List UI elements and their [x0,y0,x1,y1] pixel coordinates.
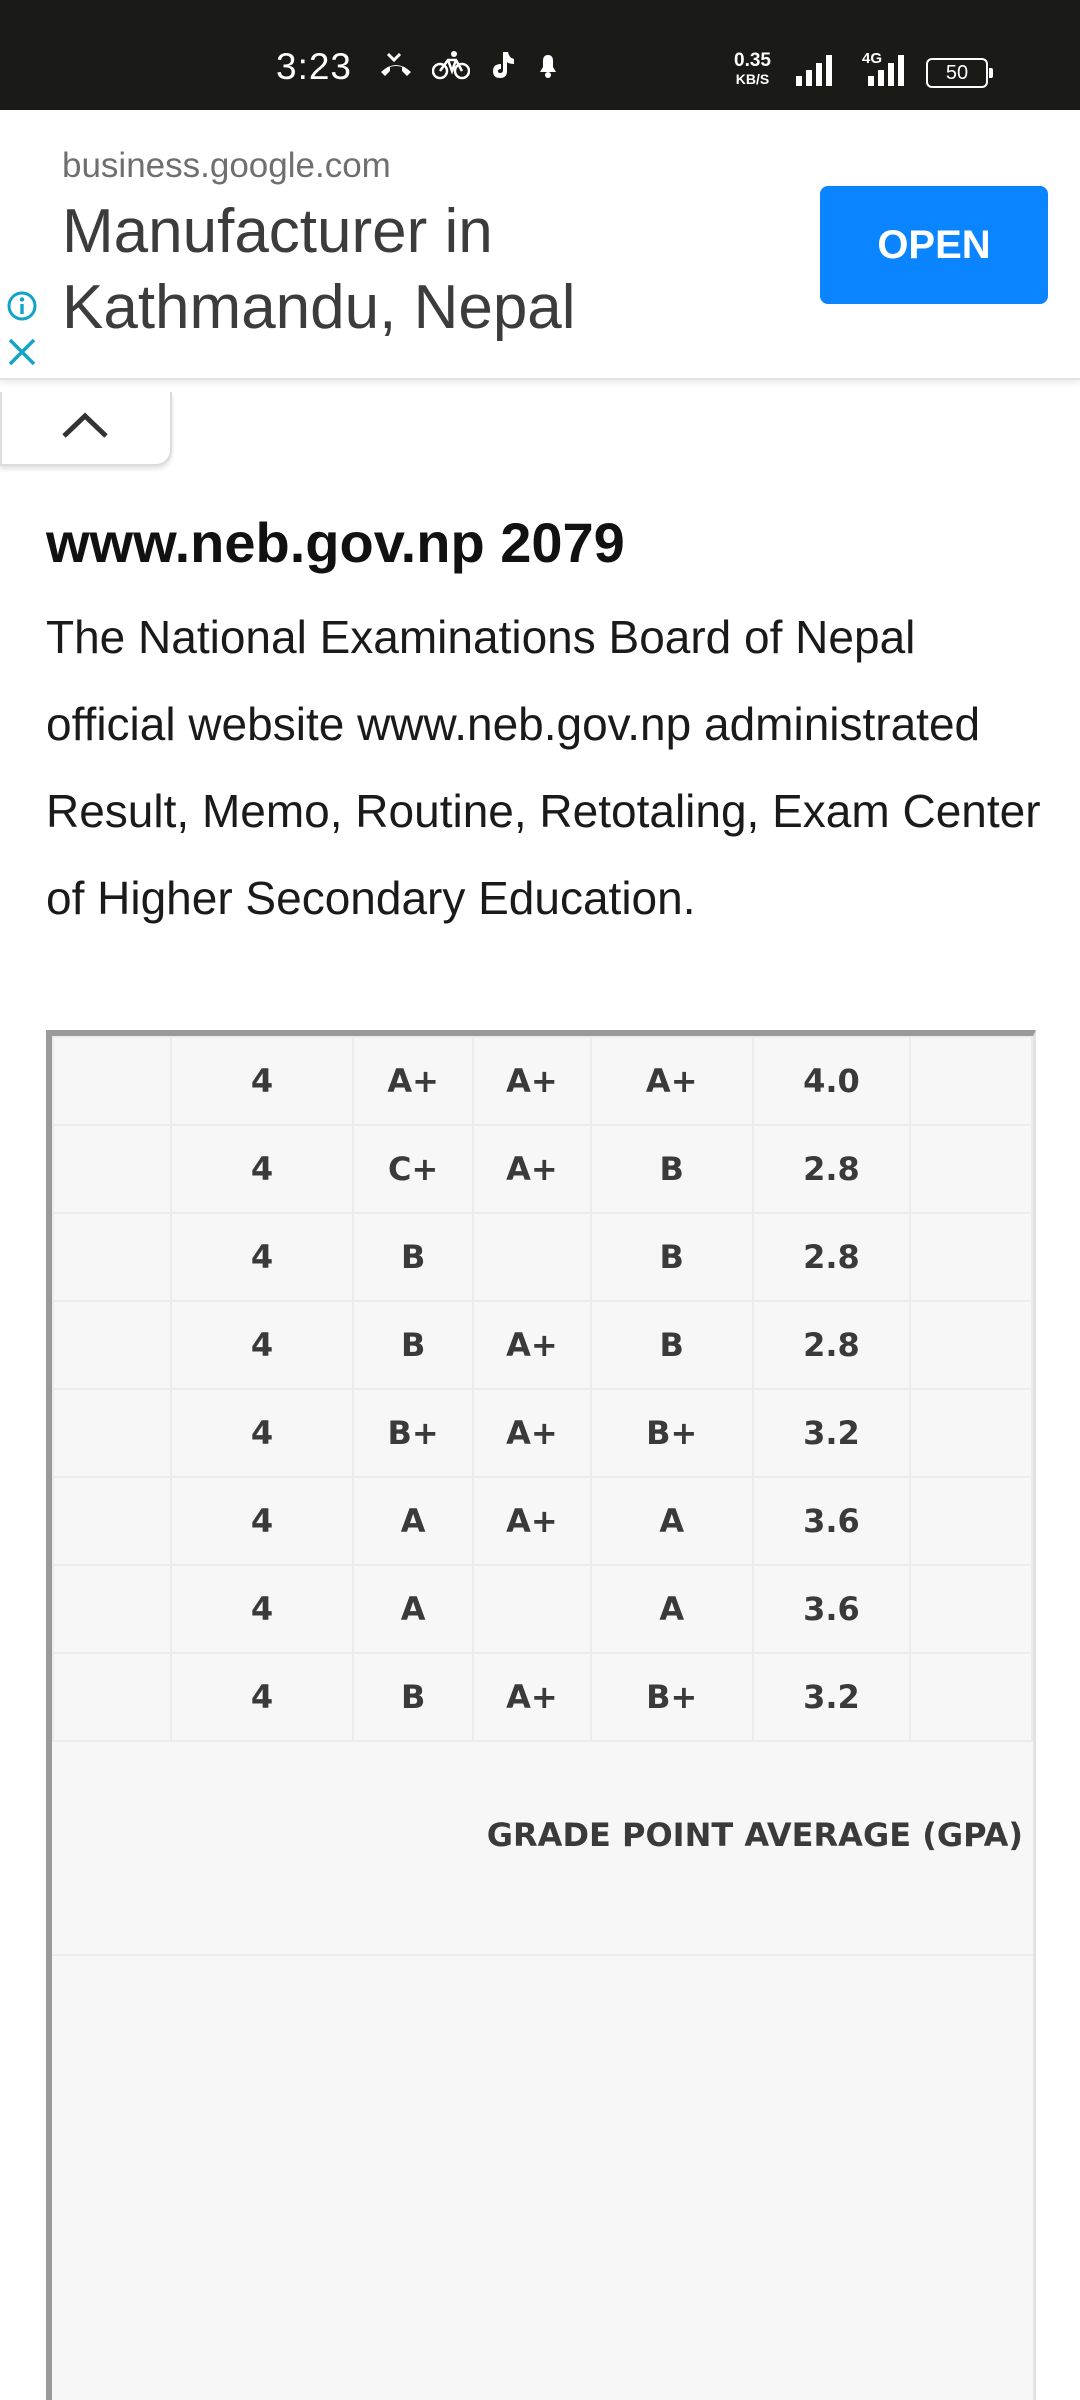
table-cell: 2.8 [753,1213,911,1301]
article-description: The National Examinations Board of Nepal official website www.neb.gov.np administrated Result, Memo, Routine, Retotaling, Exam Center of Higher Secondary Education. [46,611,1041,924]
table-cell: B [591,1301,753,1389]
grades-table-container[interactable] [46,1030,1036,2400]
network-type-label: 4G [862,50,883,67]
table-cell [910,1653,1032,1741]
table-cell [910,1301,1032,1389]
table-cell: A+ [473,1653,591,1741]
table-cell [910,1125,1032,1213]
bell-app-icon [534,50,562,80]
table-cell: B [353,1653,473,1741]
table-cell [473,1565,591,1653]
missed-call-icon [378,50,414,80]
table-cell [53,1125,171,1213]
table-cell [53,1037,171,1125]
table-row [53,1653,1032,1741]
table-cell: 4 [171,1389,354,1477]
article-content [46,500,1046,942]
battery-level: 50 [945,62,969,84]
table-cell [53,1653,171,1741]
table-row [53,1389,1032,1477]
status-time: 3:23 [276,46,353,87]
ad-open-button[interactable]: OPEN [820,186,1048,304]
table-cell [53,1565,171,1653]
table-cell [53,1389,171,1477]
gpa-row [52,1744,1033,1956]
table-cell: A [353,1565,473,1653]
status-bar [0,0,1080,110]
table-cell: B+ [353,1389,473,1477]
battery-icon [926,58,988,88]
table-cell: A+ [473,1037,591,1125]
ad-headline[interactable]: Manufacturer in Kathmandu, Nepal [62,197,576,342]
table-cell: B [353,1301,473,1389]
table-cell: A [591,1565,753,1653]
table-cell: A+ [353,1037,473,1125]
table-cell: A+ [473,1125,591,1213]
table-cell [53,1477,171,1565]
table-cell: 4.0 [753,1037,911,1125]
table-cell: A [353,1477,473,1565]
table-cell: 3.6 [753,1565,911,1653]
table-cell: C+ [353,1125,473,1213]
table-cell: 3.6 [753,1477,911,1565]
signal-icon [796,52,838,86]
table-cell: B+ [591,1653,753,1741]
table-cell [473,1213,591,1301]
table-cell [910,1389,1032,1477]
table-row [53,1565,1032,1653]
table-cell: 4 [171,1477,354,1565]
table-cell: B [353,1213,473,1301]
table-cell [53,1301,171,1389]
table-row [53,1301,1032,1389]
table-cell: 4 [171,1125,354,1213]
table-row [53,1477,1032,1565]
table-row [53,1125,1032,1213]
table-cell: A+ [591,1037,753,1125]
grades-table [52,1036,1033,1742]
table-cell: 2.8 [753,1125,911,1213]
network-speed-value: 0.35 [734,50,771,71]
ad-domain: business.google.com [62,146,391,185]
cycling-icon [432,50,470,80]
table-row [53,1037,1032,1125]
table-cell: A [591,1477,753,1565]
table-cell [910,1213,1032,1301]
network-speed [734,52,771,88]
table-cell: 4 [171,1213,354,1301]
table-cell: A+ [473,1389,591,1477]
ad-banner[interactable] [0,110,1080,380]
table-cell: 4 [171,1565,354,1653]
table-cell [53,1213,171,1301]
table-cell: A+ [473,1301,591,1389]
table-cell: 4 [171,1653,354,1741]
table-cell [910,1477,1032,1565]
table-cell: B+ [591,1389,753,1477]
table-cell: 4 [171,1037,354,1125]
ad-info-icon[interactable] [6,290,38,322]
chevron-up-icon [60,410,110,440]
gpa-label: GRADE POINT AVERAGE (GPA) [486,1816,1023,1854]
table-cell: A+ [473,1477,591,1565]
table-cell: 2.8 [753,1301,911,1389]
ad-close-icon[interactable] [6,336,38,368]
signal-4g-icon [858,52,910,86]
table-cell [910,1037,1032,1125]
ad-collapse-button[interactable] [0,392,172,466]
table-cell: 3.2 [753,1389,911,1477]
table-cell: 4 [171,1301,354,1389]
tiktok-icon [488,50,516,80]
table-cell: 3.2 [753,1653,911,1741]
network-speed-unit: KB/S [735,71,770,87]
table-cell: B [591,1213,753,1301]
table-cell [910,1565,1032,1653]
notification-icons [378,50,562,80]
table-cell: B [591,1125,753,1213]
table-row [53,1213,1032,1301]
article-title: www.neb.gov.np 2079 [46,511,625,574]
